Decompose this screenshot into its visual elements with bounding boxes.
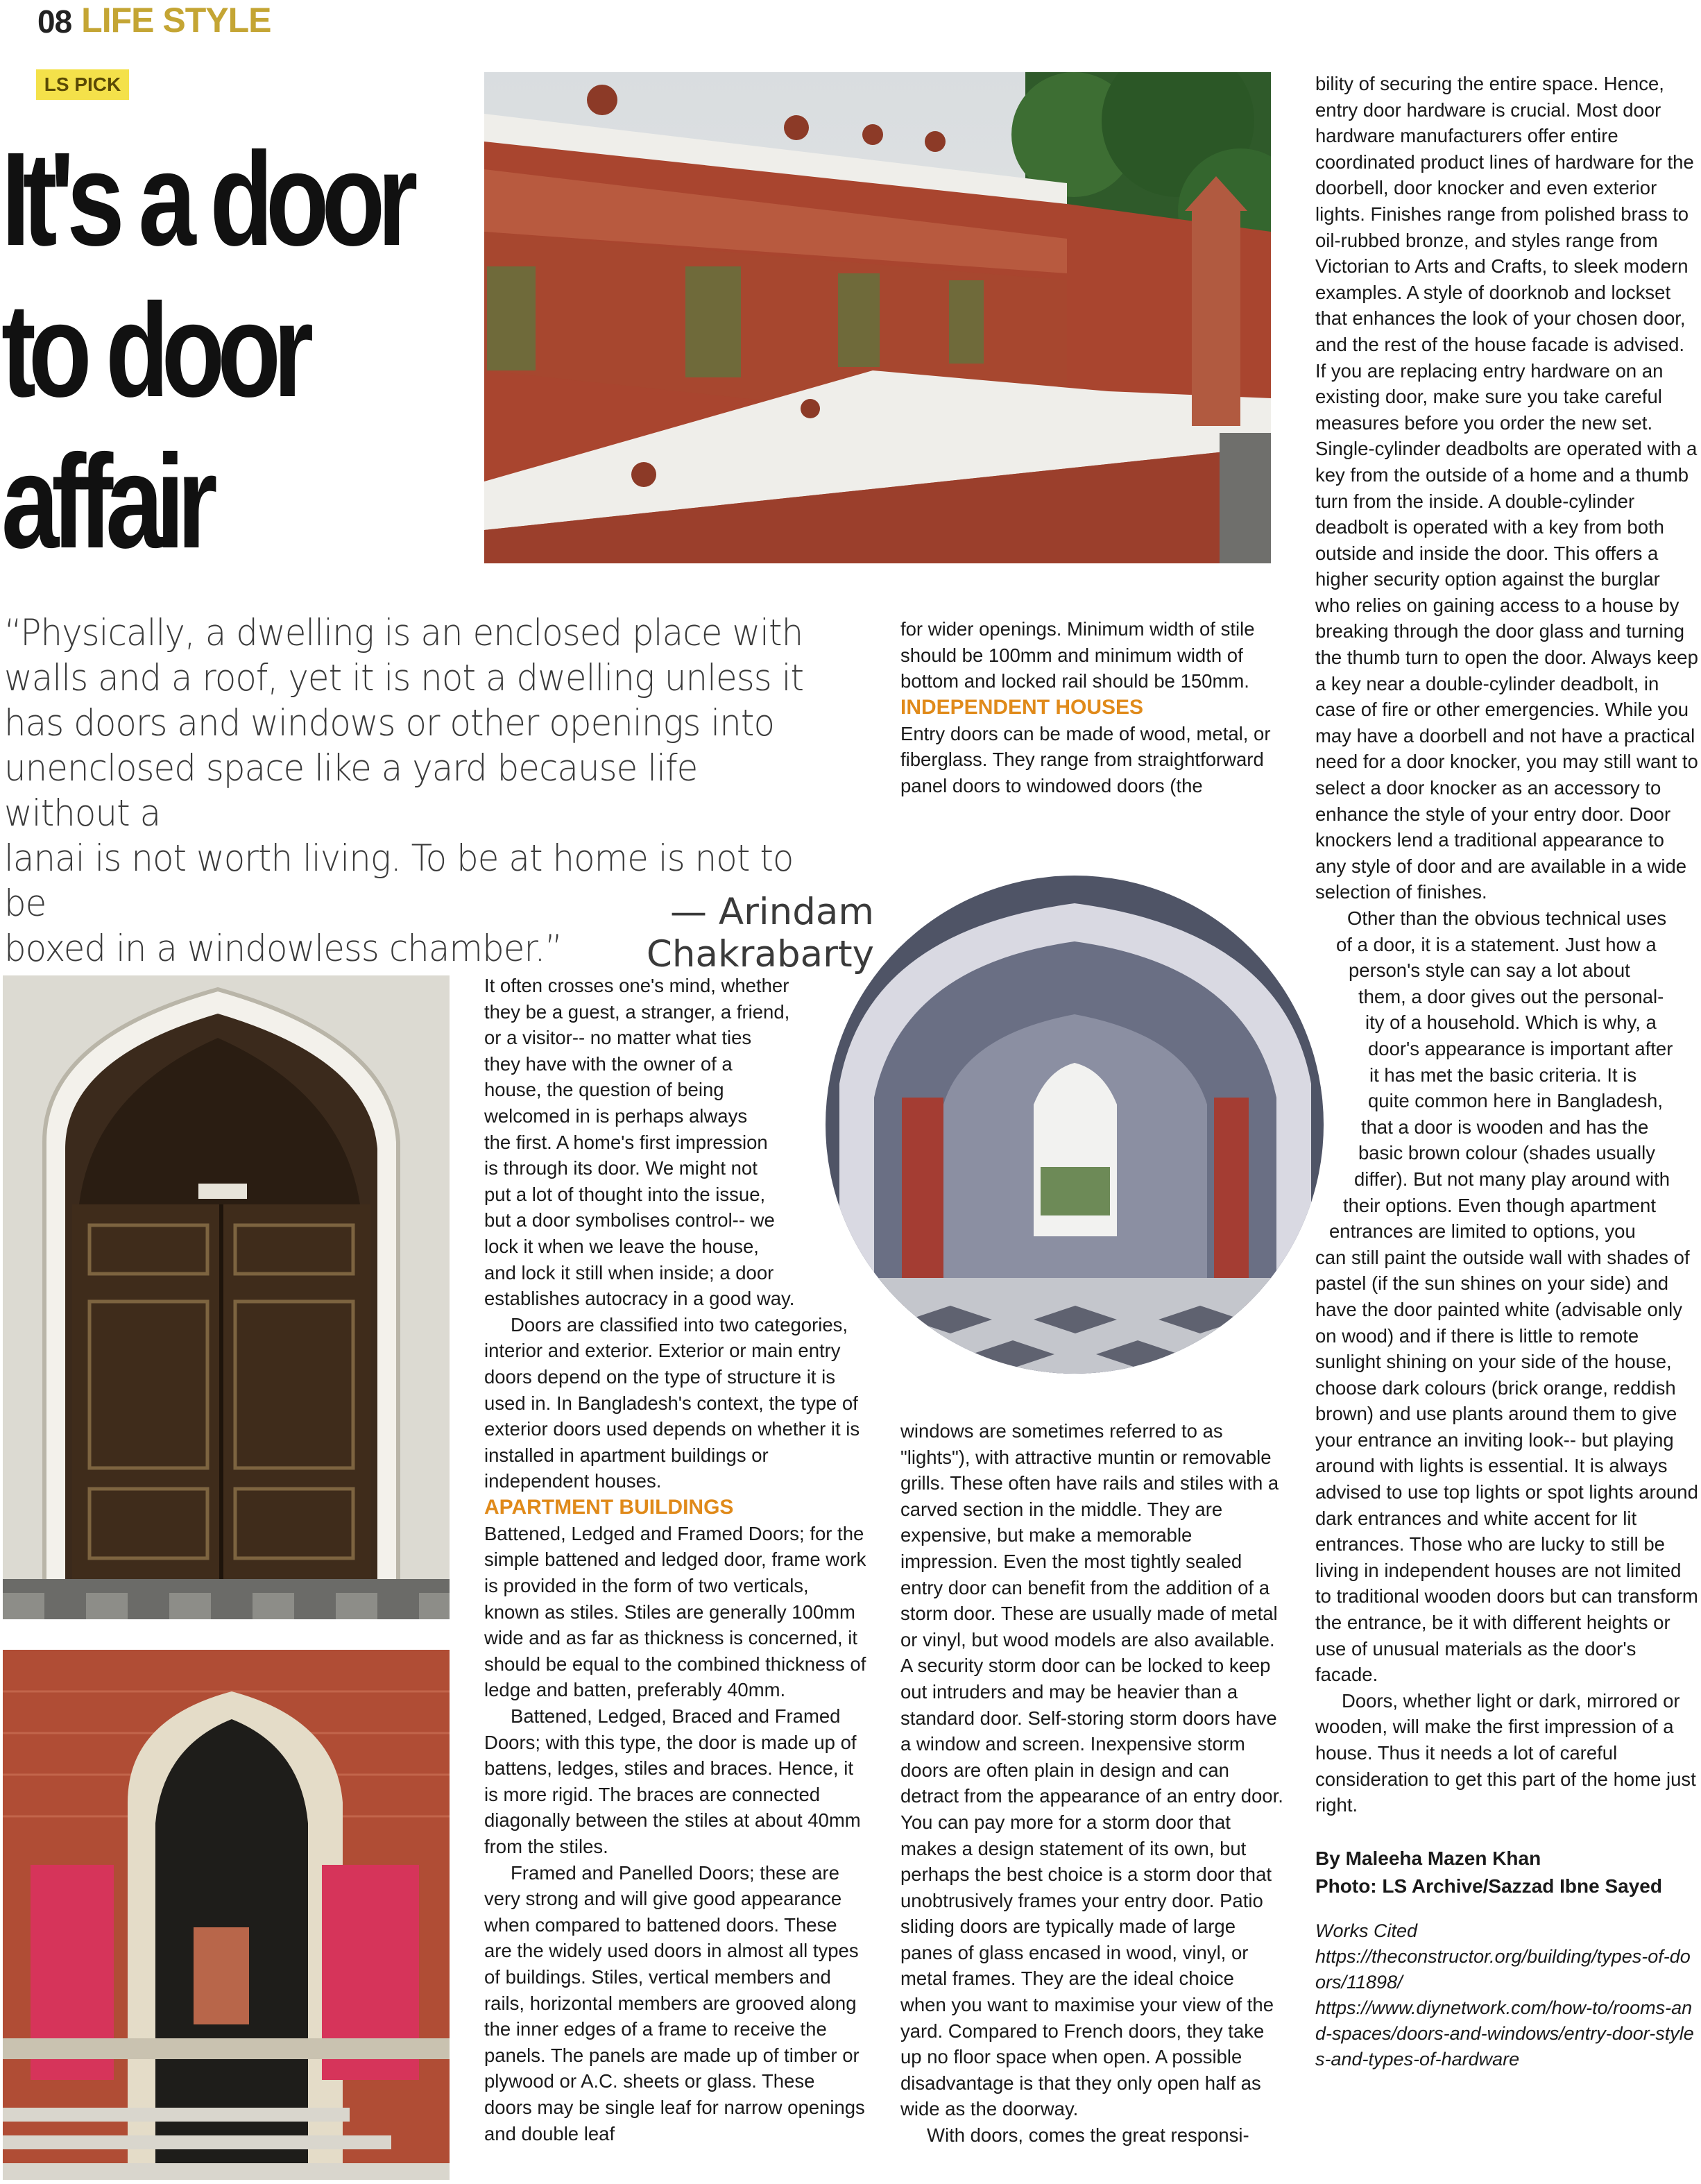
text-line: that a door is wooden and has the — [1361, 1116, 1649, 1138]
works-cited-link[interactable]: https://theconstructor.org/building/types-of-doors/11898/ — [1315, 1945, 1691, 1993]
body-paragraph: bility of securing the entire space. Hence, entry door hardware is crucial. Most door hardware manufacturers offer entire coordinated product lines of hardware for the doorbell, door knocker and even exterior lights. Finishes range from polished brass to oil-rubbed bronze, and styles range from Victorian to Arts and Crafts, to sleek modern examples. A style of doorknob and lockset that enhances the look of your chosen door, and the rest of the house facade is advised. If you are replacing entry hardware on an existing door, make sure you take careful measures before you order the new set. Single-cylinder deadbolts are operated with a key from the outside of a home and a thumb turn from the inside. A double-cylinder deadbolt is operated with a key from both outside and inside the door. This offers a higher security option against the burglar who relies on gaining access to a house by breaking through the door glass and turning the thumb turn to open the door. Always keep a key near a double-cylinder deadbolt, in case of fire or other emergencies. While you may have a doorbell and not have a practical need for a door knocker, you may still want to select a door knocker as an accessory to enhance the style of your entry door. Door knockers lend a traditional appearance to any style of door and are available in a wide selection of finishes. — [1315, 73, 1698, 903]
page-number: 08 — [37, 3, 72, 40]
corridor-circle-photo — [826, 876, 1324, 1374]
quote-line: has doors and windows or other openings into — [4, 702, 775, 744]
text-line: put a lot of thought into the issue, — [484, 1183, 766, 1205]
page-header — [37, 0, 271, 40]
works-cited-link[interactable]: https://www.diynetwork.com/how-to/rooms-and-spaces/doors-and-windows/entry-door-styles-and-types-of-hardware — [1315, 1997, 1694, 2070]
ls-pick-badge: LS PICK — [36, 69, 129, 100]
quote-line: lanai is not worth living. To be at home is not to be — [4, 837, 794, 925]
text-line: welcomed in is perhaps always — [484, 1104, 748, 1127]
headline — [1, 123, 411, 577]
section-name: LIFE STYLE — [81, 1, 271, 40]
red-arch-photo — [3, 1650, 450, 2180]
headline-line: affair — [1, 427, 210, 576]
article-column-2-bottom — [900, 1418, 1283, 2149]
building-facade-photo — [484, 72, 1271, 563]
headline-line: to door — [1, 275, 307, 425]
article-column-1 — [484, 973, 867, 2147]
quote-line: boxed in a windowless chamber.” — [4, 928, 563, 970]
text-line: it has met the basic criteria. It is — [1369, 1064, 1637, 1086]
body-paragraph: can still paint the outside wall with shades of pastel (if the sun shines on your side) and have the door painted white (advisable only on wood) and if there is little to remote sunlight shining on your side of the house, choose dark colours (brick orange, reddish brown) and use plants around them to give your entrance an inviting look-- but playing around with lights is essential. It is always advised to use top lights or spot lights around dark entrances and white accent for lit entrances. Those who are lucky to still be living in independent houses are not limited to traditional wooden doors but can transform the entrance, be it with different heights or use of unusual materials as the door's facade. — [1315, 1246, 1698, 1686]
text-line: of a door, it is a statement. Just how a — [1336, 933, 1657, 955]
text-line: them, a door gives out the personal- — [1358, 985, 1664, 1007]
text-line: or a visitor-- no matter what ties — [484, 1027, 752, 1049]
text-line: they have with the owner of a — [484, 1052, 733, 1075]
wrapped-paragraph — [1315, 905, 1698, 1245]
body-paragraph: windows are sometimes referred to as "lights"), with attractive muntin or removable grills. These often have rails and stiles with a carved section in the middle. They are expensive, but make a memorable impression. Even the most tightly sealed entry door can benefit from the addition of a storm door. These are usually made of metal or vinyl, but wood models are also available. A security storm door can be locked to keep out intruders and may be heavier than a standard door. Self-storing storm doors have a window and screen. Inexpensive storm doors are often plain in design and can detract from the appearance of an entry door. You can pay more for a storm door that makes a design statement of its own, but perhaps the best choice is a storm door that unobtrusively frames your entry door. Patio sliding doors are typically made of large panes of glass encased in wood, vinyl, or metal frames. They are the ideal choice when you want to maximise your view of the yard. Compared to French doors, they take up no floor space when open. A possible disadvantage is that they only open half as wide as the doorway. — [900, 1420, 1283, 2120]
quote-author: — Arindam Chakrabarty — [646, 891, 874, 975]
body-paragraph: Doors are classified into two categories, interior and exterior. Exterior or main entry doors depend on the type of structure it is used in. In Bangladesh's context, the type of exterior doors used depends on whether it is installed in apartment buildings or independent houses. — [484, 1313, 860, 1492]
text-line: house, the question of being — [484, 1079, 724, 1101]
text-line: their options. Even though apartment — [1343, 1194, 1656, 1216]
body-paragraph: Battened, Ledged and Framed Doors; for the simple battened and ledged door, frame work is provided in the form of two verticals, known as stiles. Stiles are generally 100mm wide and as far as thickness is concerned, it should be equal to the combined thickness of ledge and batten, preferably 40mm. — [484, 1522, 866, 1701]
text-line: but a door symbolises control-- we — [484, 1209, 775, 1231]
text-line: person's style can say a lot about — [1349, 959, 1630, 982]
text-line: the first. A home's first impression — [484, 1131, 768, 1153]
wooden-door-photo — [3, 975, 450, 1619]
body-paragraph: Entry doors can be made of wood, metal, or fiberglass. They range from straightforward panel doors to windowed doors (the — [900, 722, 1271, 796]
byline: By Maleeha Mazen Khan — [1315, 1847, 1541, 1869]
body-paragraph: With doors, comes the great responsi- — [927, 2124, 1249, 2147]
text-line: lock it when we leave the house, — [484, 1235, 759, 1257]
body-paragraph: Doors, whether light or dark, mirrored or wooden, will make the first impression of a house. Thus it needs a lot of careful consideration to get this part of the home just right. — [1315, 1689, 1696, 1816]
text-line: and lock it still when inside; a door — [484, 1261, 774, 1283]
subheading-apartment-buildings: APARTMENT BUILDINGS — [484, 1495, 734, 1519]
quote-line: “Physically, a dwelling is an enclosed place with — [4, 612, 803, 654]
article-column-3 — [1315, 71, 1698, 2072]
text-line: is through its door. We might not — [484, 1157, 758, 1179]
headline-line: It's a door — [1, 124, 411, 273]
intro-paragraph — [484, 973, 867, 1312]
quote-line: walls and a roof, yet it is not a dwelling unless it — [4, 657, 804, 699]
text-line: basic brown colour (shades usually — [1358, 1142, 1655, 1164]
works-cited-title: Works Cited — [1315, 1920, 1418, 1941]
article-column-2-top — [900, 616, 1283, 799]
subheading-independent-houses: INDEPENDENT HOUSES — [900, 695, 1144, 719]
body-paragraph: for wider openings. Minimum width of stile should be 100mm and minimum width of bottom and locked rail should be 150mm. — [900, 618, 1255, 692]
text-line: It often crosses one's mind, whether — [484, 975, 789, 996]
body-paragraph: Battened, Ledged, Braced and Framed Doors; with this type, the door is made up of battens, ledges, stiles and braces. Hence, it is more rigid. The braces are connected diagonally between the stiles at about 40mm from the stiles. — [484, 1705, 861, 1857]
text-line: ity of a household. Which is why, a — [1365, 1012, 1657, 1034]
body-paragraph: Framed and Panelled Doors; these are very strong and will give good appearance when compared to battened doors. These are the widely used doors in almost all types of buildings. Stiles, vertical members and rails, horizontal members are grooved along the inner edges of a frame to receive the panels. The panels are made up of timber or plywood or A.C. sheets or glass. These doors may be single leaf for narrow openings and double leaf — [484, 1861, 865, 2144]
text-line: differ). But not many play around with — [1354, 1168, 1670, 1190]
text-line: establishes autocracy in a good way. — [484, 1288, 795, 1310]
text-line: door's appearance is important after — [1368, 1037, 1673, 1059]
text-line: entrances are limited to options, you — [1329, 1220, 1636, 1243]
text-line: quite common here in Bangladesh, — [1368, 1090, 1663, 1112]
text-line: Other than the obvious technical uses — [1347, 907, 1667, 929]
quote-line: unenclosed space like a yard because life without a — [4, 747, 698, 835]
text-line: they be a guest, a stranger, a friend, — [484, 1000, 790, 1023]
photo-credit: Photo: LS Archive/Sazzad Ibne Sayed — [1315, 1875, 1662, 1897]
